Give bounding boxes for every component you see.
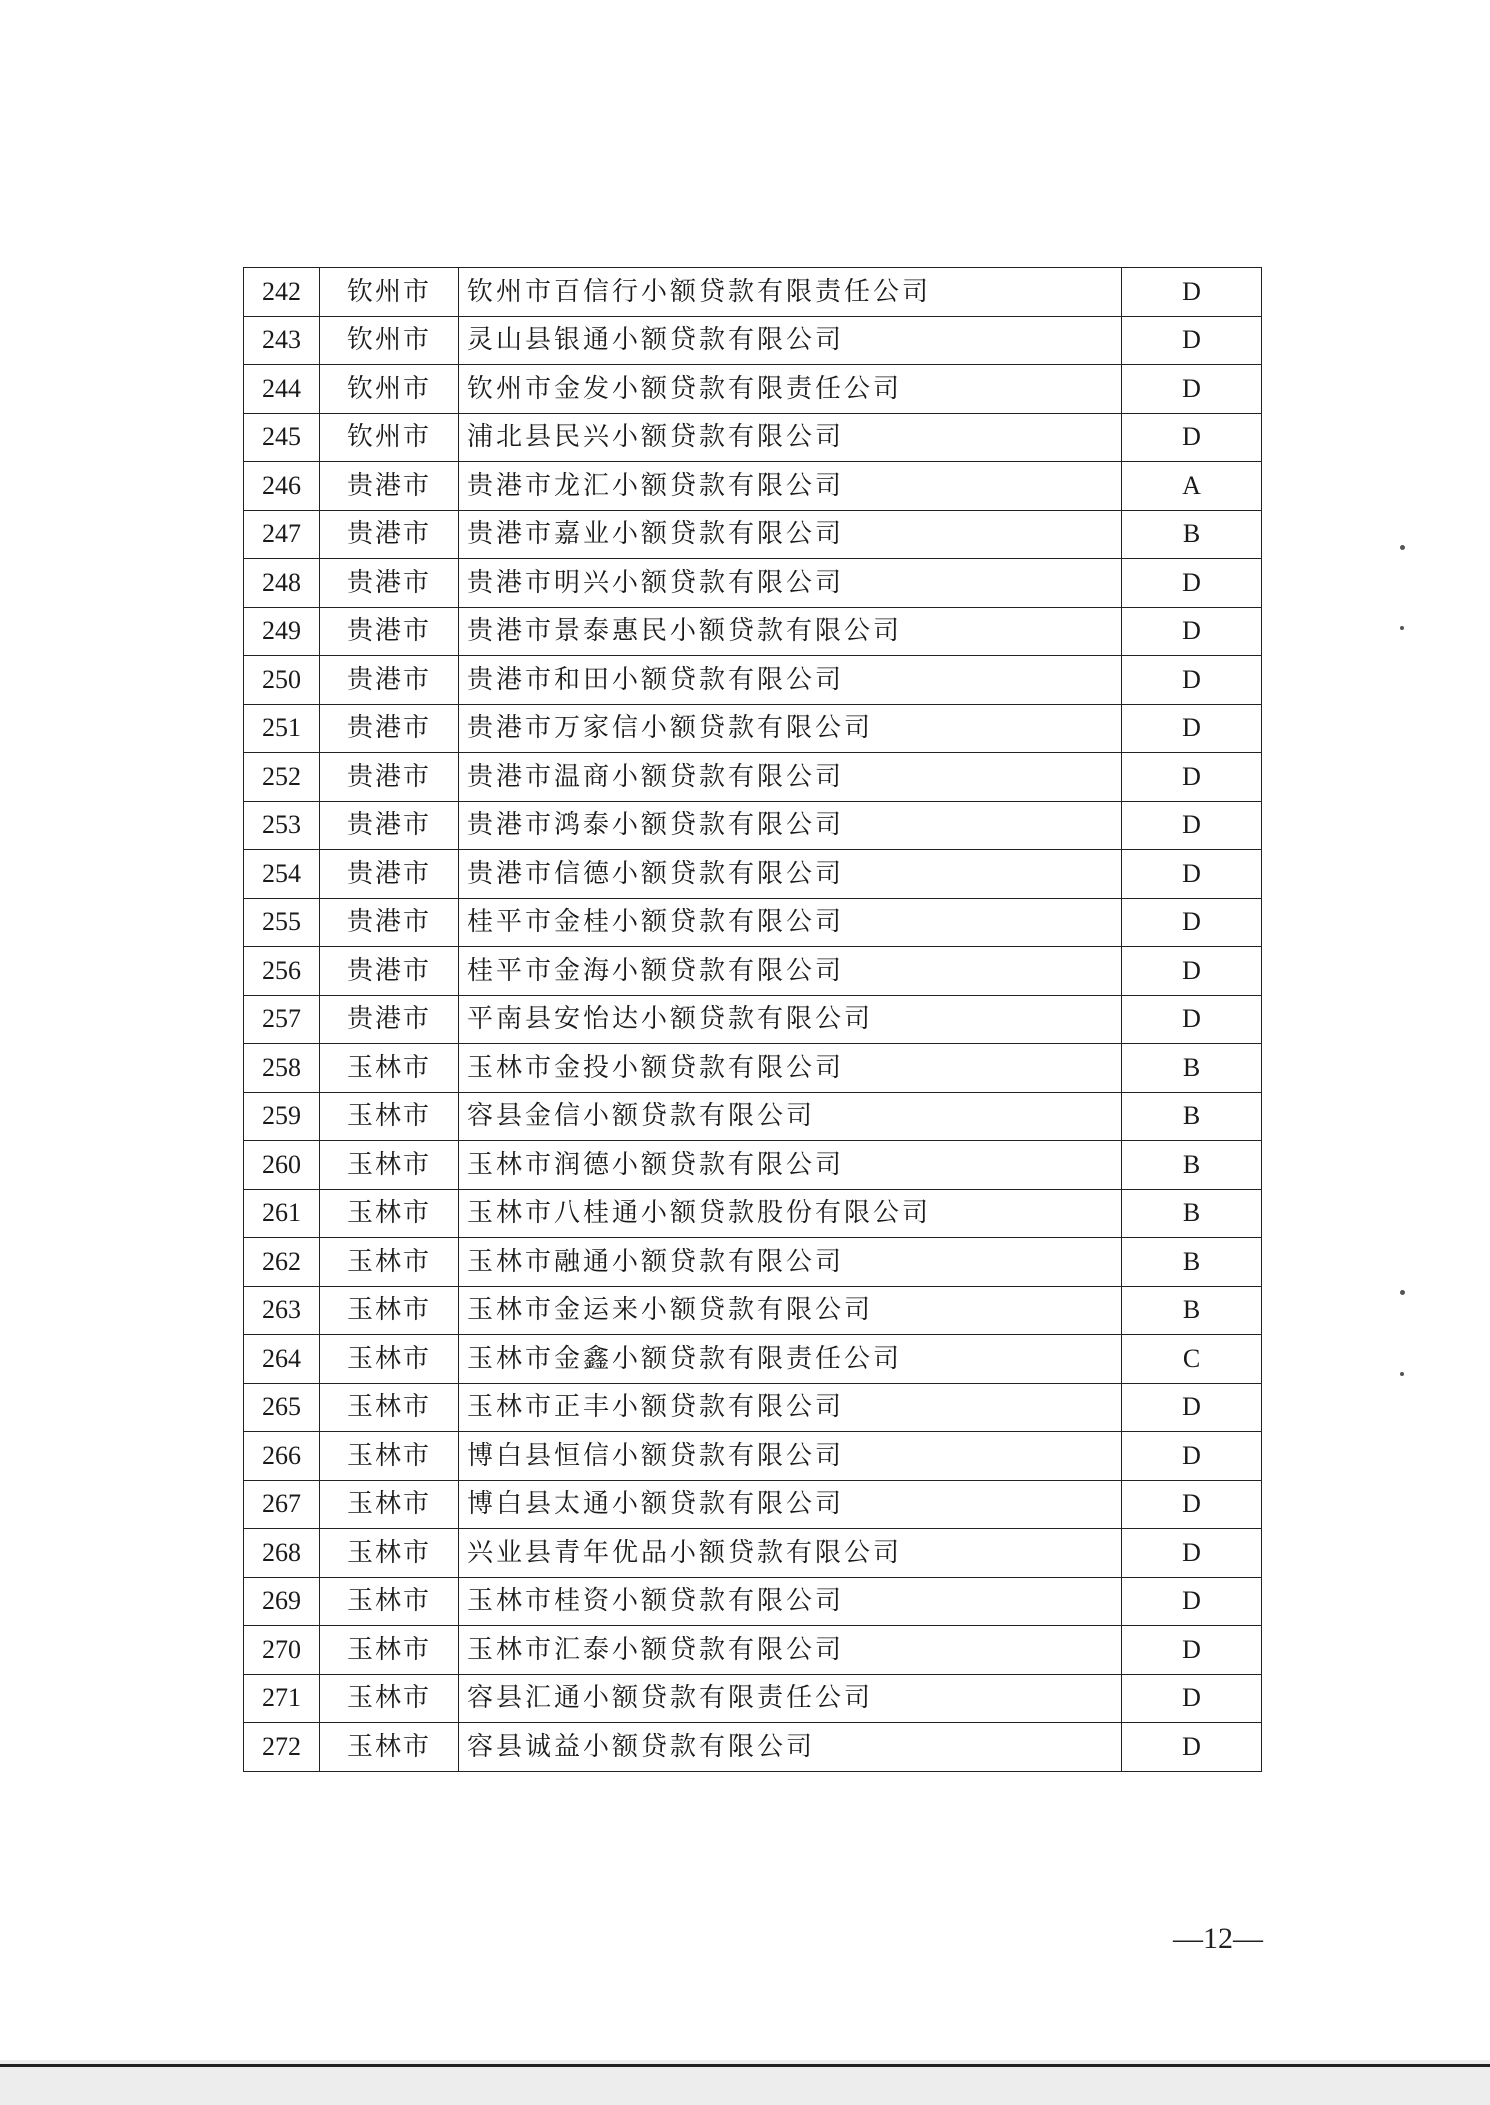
city-cell: 贵港市 <box>320 704 459 753</box>
row-number-cell: 252 <box>244 753 320 802</box>
city-cell: 钦州市 <box>320 413 459 462</box>
row-number-cell: 262 <box>244 1238 320 1287</box>
city-cell: 贵港市 <box>320 801 459 850</box>
table-row <box>244 1238 1262 1287</box>
city-cell: 玉林市 <box>320 1335 459 1384</box>
table-row <box>244 510 1262 559</box>
table-row <box>244 656 1262 705</box>
rating-grade-cell: D <box>1122 995 1262 1044</box>
rating-grade-cell: D <box>1122 1723 1262 1772</box>
row-number-cell: 245 <box>244 413 320 462</box>
rating-grade-cell: D <box>1122 1529 1262 1578</box>
row-number-cell: 247 <box>244 510 320 559</box>
city-cell: 玉林市 <box>320 1383 459 1432</box>
rating-grade-cell: D <box>1122 1383 1262 1432</box>
company-name-cell: 玉林市汇泰小额贷款有限公司 <box>459 1626 1122 1675</box>
city-cell: 玉林市 <box>320 1626 459 1675</box>
table-row <box>244 365 1262 414</box>
city-cell: 钦州市 <box>320 365 459 414</box>
company-name-cell: 玉林市正丰小额贷款有限公司 <box>459 1383 1122 1432</box>
table-row <box>244 1577 1262 1626</box>
rating-grade-cell: D <box>1122 365 1262 414</box>
company-name-cell: 兴业县青年优品小额贷款有限公司 <box>459 1529 1122 1578</box>
company-name-cell: 灵山县银通小额贷款有限公司 <box>459 316 1122 365</box>
city-cell: 玉林市 <box>320 1286 459 1335</box>
city-cell: 贵港市 <box>320 462 459 511</box>
table-row <box>244 1335 1262 1384</box>
table-row <box>244 704 1262 753</box>
rating-grade-cell: B <box>1122 1092 1262 1141</box>
company-name-cell: 贵港市和田小额贷款有限公司 <box>459 656 1122 705</box>
city-cell: 玉林市 <box>320 1044 459 1093</box>
company-name-cell: 钦州市百信行小额贷款有限责任公司 <box>459 268 1122 317</box>
table-row <box>244 316 1262 365</box>
table-row <box>244 1383 1262 1432</box>
row-number-cell: 258 <box>244 1044 320 1093</box>
row-number-cell: 253 <box>244 801 320 850</box>
city-cell: 贵港市 <box>320 510 459 559</box>
rating-grade-cell: D <box>1122 947 1262 996</box>
table-row <box>244 1044 1262 1093</box>
company-name-cell: 贵港市鸿泰小额贷款有限公司 <box>459 801 1122 850</box>
table-row <box>244 753 1262 802</box>
row-number-cell: 265 <box>244 1383 320 1432</box>
company-name-cell: 玉林市金投小额贷款有限公司 <box>459 1044 1122 1093</box>
row-number-cell: 272 <box>244 1723 320 1772</box>
row-number-cell: 268 <box>244 1529 320 1578</box>
table-row <box>244 1723 1262 1772</box>
rating-grade-cell: C <box>1122 1335 1262 1384</box>
row-number-cell: 255 <box>244 898 320 947</box>
page-number: —12— <box>1173 1922 1263 1955</box>
city-cell: 玉林市 <box>320 1141 459 1190</box>
city-cell: 玉林市 <box>320 1529 459 1578</box>
company-name-cell: 博白县太通小额贷款有限公司 <box>459 1480 1122 1529</box>
row-number-cell: 243 <box>244 316 320 365</box>
table-row <box>244 1286 1262 1335</box>
rating-grade-cell: D <box>1122 316 1262 365</box>
scan-speck <box>1400 545 1405 550</box>
rating-grade-cell: D <box>1122 753 1262 802</box>
company-name-cell: 贵港市温商小额贷款有限公司 <box>459 753 1122 802</box>
company-name-cell: 贵港市景泰惠民小额贷款有限公司 <box>459 607 1122 656</box>
city-cell: 玉林市 <box>320 1189 459 1238</box>
row-number-cell: 260 <box>244 1141 320 1190</box>
company-name-cell: 玉林市桂资小额贷款有限公司 <box>459 1577 1122 1626</box>
city-cell: 贵港市 <box>320 607 459 656</box>
rating-grade-cell: B <box>1122 1238 1262 1287</box>
row-number-cell: 244 <box>244 365 320 414</box>
table-row <box>244 801 1262 850</box>
table-row <box>244 1626 1262 1675</box>
company-name-cell: 玉林市金鑫小额贷款有限责任公司 <box>459 1335 1122 1384</box>
company-name-cell: 贵港市嘉业小额贷款有限公司 <box>459 510 1122 559</box>
rating-grade-cell: D <box>1122 607 1262 656</box>
table-row <box>244 995 1262 1044</box>
company-name-cell: 贵港市龙汇小额贷款有限公司 <box>459 462 1122 511</box>
row-number-cell: 249 <box>244 607 320 656</box>
city-cell: 玉林市 <box>320 1674 459 1723</box>
rating-grade-cell: B <box>1122 510 1262 559</box>
city-cell: 贵港市 <box>320 995 459 1044</box>
rating-grade-cell: B <box>1122 1189 1262 1238</box>
table-row <box>244 607 1262 656</box>
row-number-cell: 256 <box>244 947 320 996</box>
city-cell: 贵港市 <box>320 850 459 899</box>
table-row <box>244 1092 1262 1141</box>
city-cell: 玉林市 <box>320 1238 459 1287</box>
row-number-cell: 242 <box>244 268 320 317</box>
city-cell: 玉林市 <box>320 1432 459 1481</box>
city-cell: 贵港市 <box>320 898 459 947</box>
company-name-cell: 玉林市金运来小额贷款有限公司 <box>459 1286 1122 1335</box>
table-row <box>244 898 1262 947</box>
row-number-cell: 269 <box>244 1577 320 1626</box>
row-number-cell: 263 <box>244 1286 320 1335</box>
table-row <box>244 1674 1262 1723</box>
row-number-cell: 270 <box>244 1626 320 1675</box>
row-number-cell: 259 <box>244 1092 320 1141</box>
company-name-cell: 玉林市融通小额贷款有限公司 <box>459 1238 1122 1287</box>
city-cell: 钦州市 <box>320 316 459 365</box>
scan-speck <box>1400 1372 1404 1376</box>
city-cell: 玉林市 <box>320 1723 459 1772</box>
rating-grade-cell: D <box>1122 898 1262 947</box>
table-row <box>244 850 1262 899</box>
scan-speck <box>1400 1290 1405 1295</box>
rating-grade-cell: D <box>1122 1626 1262 1675</box>
company-name-cell: 贵港市明兴小额贷款有限公司 <box>459 559 1122 608</box>
rating-grade-cell: D <box>1122 268 1262 317</box>
row-number-cell: 266 <box>244 1432 320 1481</box>
city-cell: 玉林市 <box>320 1092 459 1141</box>
company-name-cell: 玉林市八桂通小额贷款股份有限公司 <box>459 1189 1122 1238</box>
row-number-cell: 250 <box>244 656 320 705</box>
company-name-cell: 容县汇通小额贷款有限责任公司 <box>459 1674 1122 1723</box>
city-cell: 贵港市 <box>320 753 459 802</box>
rating-grade-cell: B <box>1122 1044 1262 1093</box>
rating-grade-cell: A <box>1122 462 1262 511</box>
row-number-cell: 251 <box>244 704 320 753</box>
city-cell: 贵港市 <box>320 559 459 608</box>
company-name-cell: 容县诚益小额贷款有限公司 <box>459 1723 1122 1772</box>
company-name-cell: 平南县安怡达小额贷款有限公司 <box>459 995 1122 1044</box>
company-name-cell: 钦州市金发小额贷款有限责任公司 <box>459 365 1122 414</box>
rating-grade-cell: D <box>1122 1577 1262 1626</box>
rating-grade-cell: B <box>1122 1141 1262 1190</box>
rating-grade-cell: D <box>1122 1674 1262 1723</box>
scan-speck <box>1400 626 1404 630</box>
rating-grade-cell: D <box>1122 801 1262 850</box>
city-cell: 玉林市 <box>320 1577 459 1626</box>
company-name-cell: 容县金信小额贷款有限公司 <box>459 1092 1122 1141</box>
table-row <box>244 1141 1262 1190</box>
scan-bottom-edge <box>0 2064 1490 2067</box>
table-row <box>244 559 1262 608</box>
rating-grade-cell: B <box>1122 1286 1262 1335</box>
rating-grade-cell: D <box>1122 850 1262 899</box>
row-number-cell: 257 <box>244 995 320 1044</box>
rating-grade-cell: D <box>1122 1432 1262 1481</box>
city-cell: 钦州市 <box>320 268 459 317</box>
row-number-cell: 254 <box>244 850 320 899</box>
rating-grade-cell: D <box>1122 1480 1262 1529</box>
rating-table-body <box>244 268 1262 1772</box>
company-name-cell: 贵港市万家信小额贷款有限公司 <box>459 704 1122 753</box>
city-cell: 玉林市 <box>320 1480 459 1529</box>
table-row <box>244 268 1262 317</box>
rating-grade-cell: D <box>1122 656 1262 705</box>
company-name-cell: 贵港市信德小额贷款有限公司 <box>459 850 1122 899</box>
city-cell: 贵港市 <box>320 656 459 705</box>
company-name-cell: 博白县恒信小额贷款有限公司 <box>459 1432 1122 1481</box>
table-row <box>244 1529 1262 1578</box>
row-number-cell: 267 <box>244 1480 320 1529</box>
row-number-cell: 264 <box>244 1335 320 1384</box>
table-row <box>244 1189 1262 1238</box>
city-cell: 贵港市 <box>320 947 459 996</box>
table-row <box>244 462 1262 511</box>
rating-grade-cell: D <box>1122 413 1262 462</box>
table-row <box>244 413 1262 462</box>
row-number-cell: 246 <box>244 462 320 511</box>
rating-grade-cell: D <box>1122 704 1262 753</box>
company-name-cell: 桂平市金海小额贷款有限公司 <box>459 947 1122 996</box>
row-number-cell: 261 <box>244 1189 320 1238</box>
rating-table <box>243 267 1262 1772</box>
table-row <box>244 947 1262 996</box>
company-name-cell: 浦北县民兴小额贷款有限公司 <box>459 413 1122 462</box>
row-number-cell: 248 <box>244 559 320 608</box>
rating-grade-cell: D <box>1122 559 1262 608</box>
table-row <box>244 1432 1262 1481</box>
company-name-cell: 玉林市润德小额贷款有限公司 <box>459 1141 1122 1190</box>
company-name-cell: 桂平市金桂小额贷款有限公司 <box>459 898 1122 947</box>
row-number-cell: 271 <box>244 1674 320 1723</box>
table-row <box>244 1480 1262 1529</box>
